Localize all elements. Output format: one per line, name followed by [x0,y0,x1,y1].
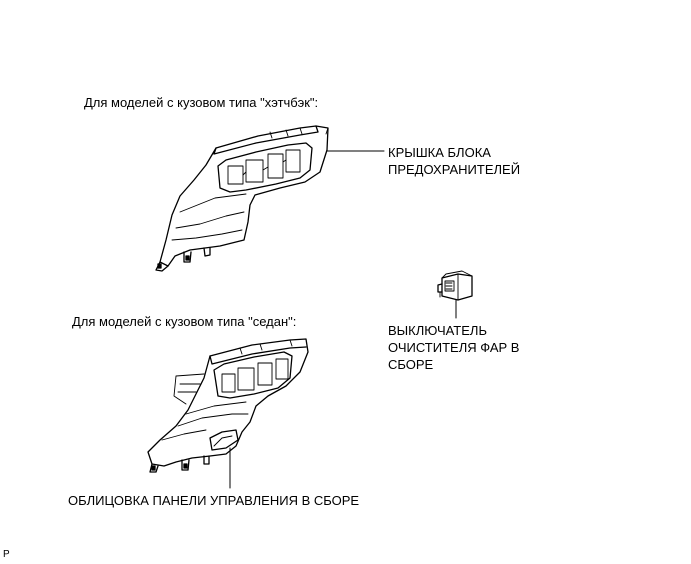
label-instrument-panel-trim: ОБЛИЦОВКА ПАНЕЛИ УПРАВЛЕНИЯ В СБОРЕ [68,493,360,508]
caption-sedan: Для моделей с кузовом типа "седан": [72,314,297,329]
sedan-panel-trim-drawing [148,339,308,472]
label-headlamp-washer-switch-line-2: ОЧИСТИТЕЛЯ ФАР В [388,340,520,355]
label-headlamp-washer-switch-line-1: ВЫКЛЮЧАТЕЛЬ [388,323,487,338]
figure-mark: P [3,549,10,560]
caption-hatchback: Для моделей с кузовом типа "хэтчбэк": [84,95,319,110]
washer-switch-drawing [438,271,472,300]
label-fuse-box-cover-line-1: КРЫШКА БЛОКА [388,145,491,160]
label-headlamp-washer-switch-line-3: СБОРЕ [388,357,434,372]
label-fuse-box-cover-line-2: ПРЕДОХРАНИТЕЛЕЙ [388,162,521,177]
hatchback-fuse-cover-drawing [156,126,328,271]
